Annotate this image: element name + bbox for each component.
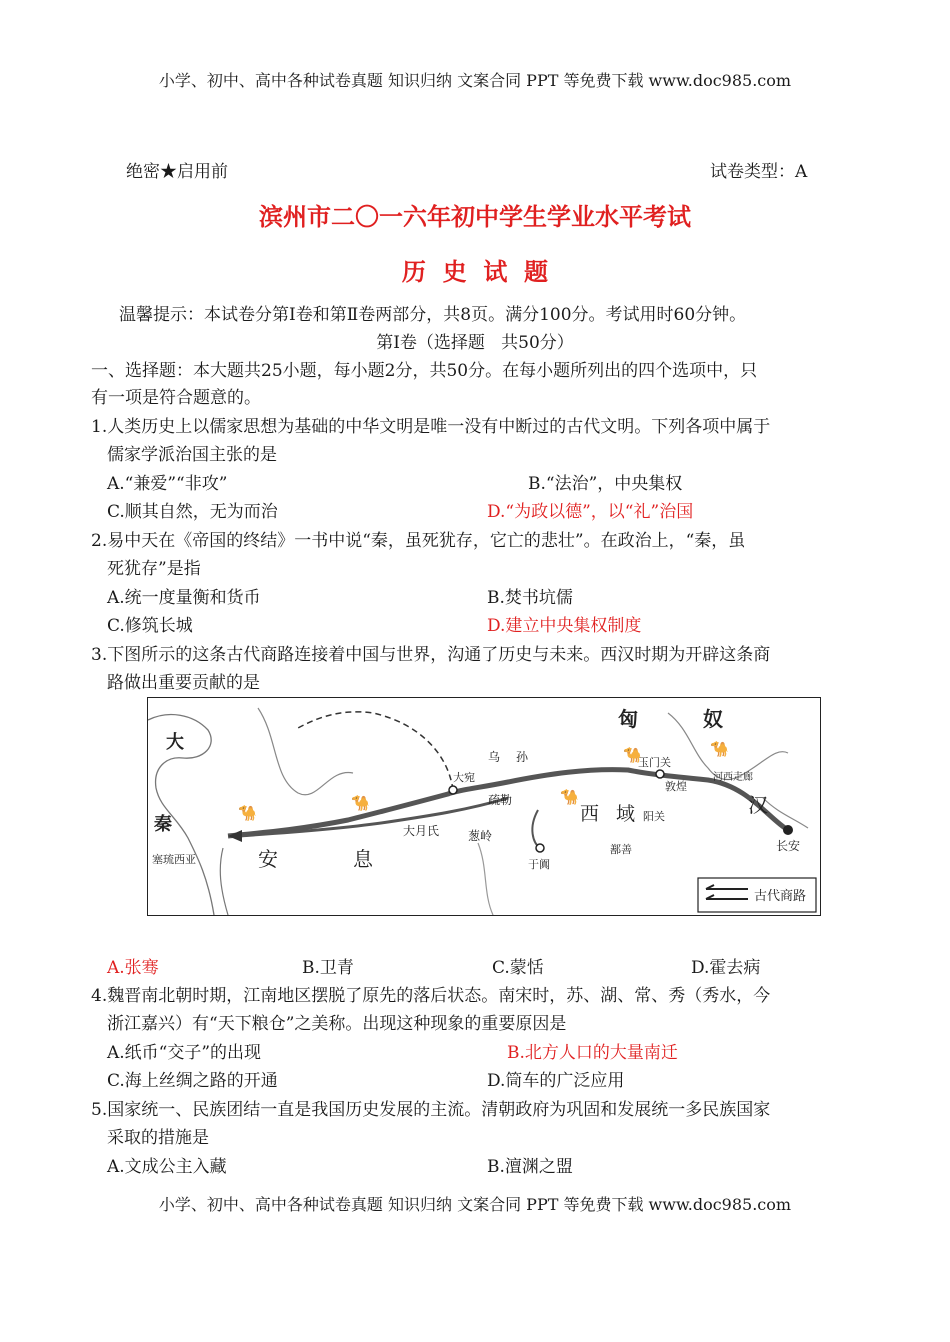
q1-option-c: C.顺其自然，无为而治 [107, 502, 278, 522]
q5-stem-line-2: 采取的措施是 [107, 1128, 209, 1148]
q2-option-d-answer: D.建立中央集权制度 [487, 616, 642, 636]
instructions-line-1: 一、选择题：本大题共25小题，每小题2分，共50分。在每小题所列出的四个选项中，只 [91, 361, 758, 381]
q2-option-a: A.统一度量衡和货币 [107, 588, 261, 608]
label-dunhuang: 敦煌 [665, 780, 687, 793]
q2-option-c: C.修筑长城 [107, 616, 193, 636]
label-dawan: 大宛 [453, 771, 475, 784]
label-xiongnu-2: 奴 [703, 707, 723, 731]
label-han: 汉 [748, 793, 768, 817]
q1-stem-line-2: 儒家学派治国主张的是 [107, 445, 277, 465]
q4-stem-line-1: 4.魏晋南北朝时期，江南地区摆脱了原先的落后状态。南宋时，苏、湖、常、秀（秀水，今 [91, 986, 771, 1006]
label-xi-region: 西 [580, 803, 600, 825]
q3-option-c: C.蒙恬 [492, 958, 544, 978]
city-dot-yumen [656, 770, 664, 778]
city-dot-changan [783, 825, 793, 835]
q4-option-b-answer: B.北方人口的大量南迁 [507, 1043, 678, 1063]
label-shule: 疏勒 [488, 793, 513, 807]
q1-option-b: B.“法治”，中央集权 [528, 474, 683, 494]
label-an: 安 [258, 847, 278, 871]
label-yumenguan: 玉门关 [638, 756, 671, 769]
paper-type: 试卷类型：A [710, 162, 808, 182]
q3-option-b: B.卫青 [302, 958, 354, 978]
map-river-nile [220, 848, 228, 915]
q5-stem-line-1: 5.国家统一、民族团结一直是我国历史发展的主流。清朝政府为巩固和发展统一多民族国家 [91, 1100, 771, 1120]
exam-tip: 温馨提示：本试卷分第Ⅰ卷和第Ⅱ卷两部分，共8页。满分100分。考试用时60分钟。 [119, 305, 747, 325]
q4-stem-line-2: 浙江嘉兴）有“天下粮仓”之美称。出现这种现象的重要原因是 [107, 1014, 567, 1034]
city-dot-yutian [536, 844, 544, 852]
label-sun: 孙 [516, 750, 529, 764]
label-hexi-corridor: 河西走廊 [713, 772, 753, 783]
q3-stem-line-2: 路做出重要贡献的是 [107, 673, 260, 693]
map-river-south [478, 843, 493, 915]
q3-option-a-answer: A.张骞 [107, 958, 159, 978]
label-da: 大 [166, 732, 184, 753]
camel-icon: 🐪 [351, 794, 370, 812]
q3-stem-line-1: 3.下图所示的这条古代商路连接着中国与世界，沟通了历史与未来。西汉时期为开辟这条商 [91, 645, 771, 665]
label-congling: 葱岭 [468, 829, 493, 843]
q2-stem-line-1: 2.易中天在《帝国的终结》一书中说“秦，虽死犹存，它亡的悲壮”。在政治上，“秦，虽 [91, 531, 746, 551]
map-river-west [258, 708, 353, 795]
camel-icon: 🐪 [238, 804, 257, 822]
subject-title: 历 史 试 题 [401, 257, 549, 286]
silk-road-map-drawing [148, 698, 820, 915]
label-dayuezhi: 大月氏 [403, 824, 440, 838]
label-changan: 长安 [776, 839, 801, 853]
yutian-branch-route [532, 810, 540, 848]
label-shanshan: 鄯善 [610, 843, 632, 856]
label-qin: 秦 [154, 814, 172, 835]
q4-option-c: C.海上丝绸之路的开通 [107, 1071, 278, 1091]
q4-option-a: A.纸币“交子”的出现 [107, 1043, 262, 1063]
label-yu-region: 域 [616, 803, 636, 825]
label-seleucia: 塞琉西亚 [152, 853, 196, 866]
q1-option-d-answer: D.“为政以德”，以“礼”治国 [487, 502, 694, 522]
silk-road-map [147, 697, 821, 916]
q1-stem-line-1: 1.人类历史上以儒家思想为基础的中华文明是唯一没有中断过的古代文明。下列各项中属于 [91, 417, 771, 437]
q1-option-a: A.“兼爱”“非攻” [107, 474, 228, 494]
q3-option-d: D.霍去病 [691, 958, 761, 978]
instructions-line-2: 有一项是符合题意的。 [91, 388, 261, 408]
label-yangguan: 阳关 [643, 810, 665, 823]
page-header: 小学、初中、高中各种试卷真题 知识归纳 文案合同 PPT 等免费下载 www.doc985.com [158, 71, 792, 90]
city-dot-dawan [449, 786, 457, 794]
part-one-heading: 第Ⅰ卷（选择题 共50分） [376, 333, 574, 353]
label-xi-parthia: 息 [353, 847, 373, 871]
q5-option-a: A.文成公主入藏 [107, 1157, 227, 1177]
page-footer: 小学、初中、高中各种试卷真题 知识归纳 文案合同 PPT 等免费下载 www.doc985.com [158, 1195, 792, 1214]
q2-stem-line-2: 死犹存”是指 [107, 559, 201, 579]
camel-icon: 🐪 [710, 740, 729, 758]
legend-label: 古代商路 [754, 889, 807, 904]
q2-option-b: B.焚书坑儒 [487, 588, 573, 608]
label-xiongnu-1: 匈 [618, 707, 638, 731]
northern-route-dashed [298, 712, 453, 790]
q4-option-d: D.筒车的广泛应用 [487, 1071, 625, 1091]
camel-icon: 🐪 [623, 746, 642, 764]
route-arrow-west [228, 830, 242, 842]
label-yutian: 于阗 [528, 858, 550, 871]
exam-title: 滨州市二〇一六年初中学生学业水平考试 [259, 202, 691, 231]
label-wu: 乌 [488, 750, 501, 764]
secrecy-label: 绝密★启用前 [126, 162, 228, 182]
q5-option-b: B.澶渊之盟 [487, 1157, 573, 1177]
camel-icon: 🐪 [560, 788, 579, 806]
